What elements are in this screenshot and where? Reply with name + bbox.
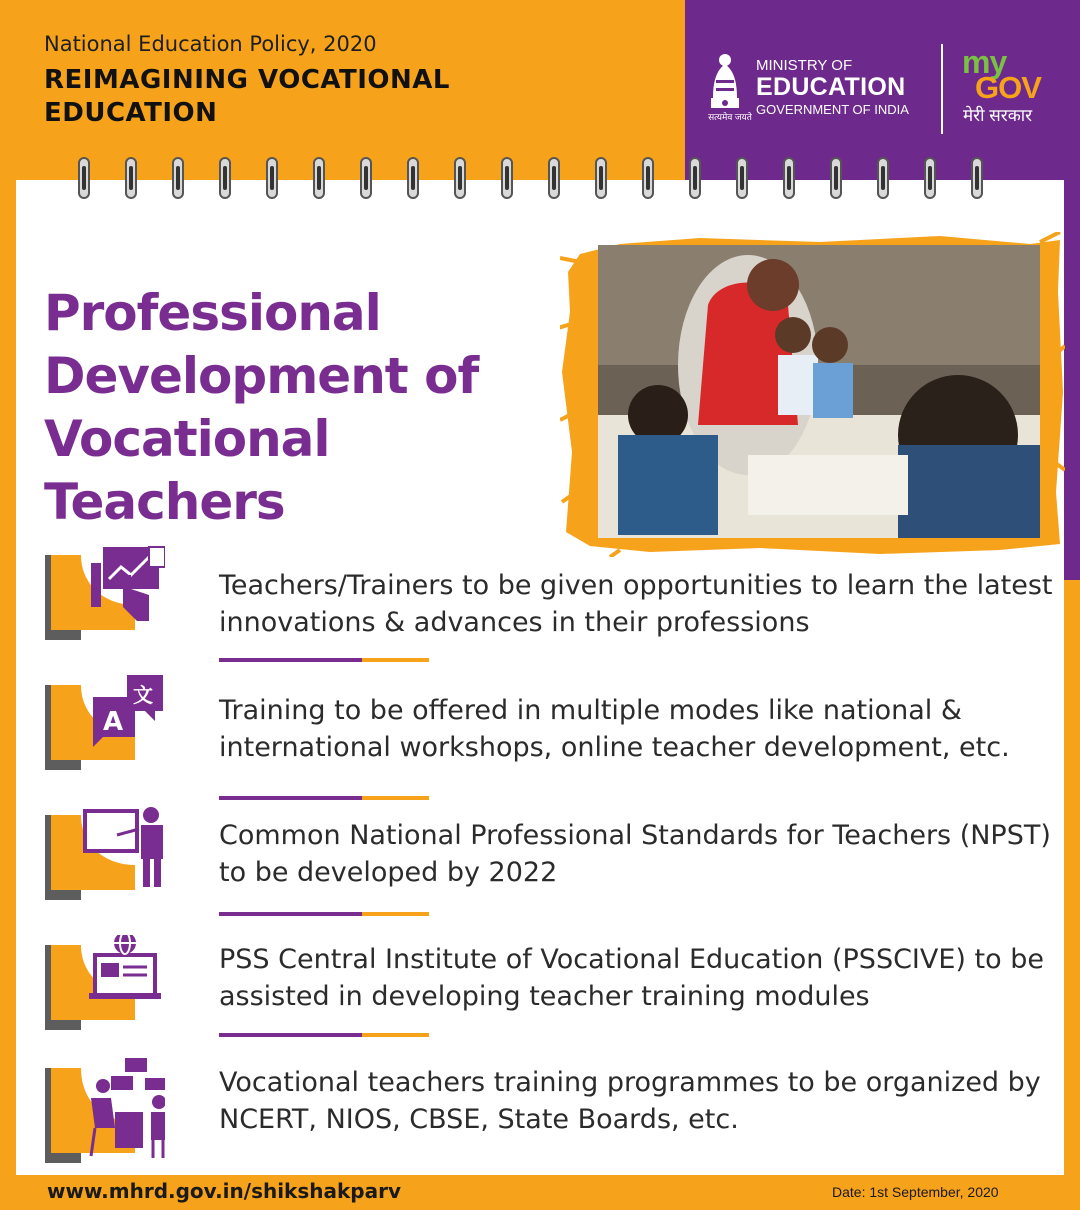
mygov-logo-my: my [962, 44, 1007, 80]
binding-ring [690, 158, 700, 198]
ministry-label-line2: EDUCATION [756, 73, 906, 101]
item-divider [219, 658, 429, 662]
date-label: Date: 1st September, 2020 [832, 1184, 999, 1200]
binding-ring [643, 158, 653, 198]
binding-ring [173, 158, 183, 198]
binding-ring [79, 158, 89, 198]
translation-icon [45, 675, 165, 770]
classroom-photo [598, 245, 1040, 538]
binding-ring [126, 158, 136, 198]
binding-ring [361, 158, 371, 198]
mygov-logo-hindi: मेरी सरकार [963, 106, 1033, 125]
item-divider [219, 796, 429, 800]
binding-ring [878, 158, 888, 198]
online-learning-icon [45, 935, 165, 1030]
hand-touchscreen-icon [45, 545, 165, 640]
page-heading: REIMAGINING VOCATIONAL EDUCATION [44, 65, 450, 128]
spiral-binding-rings [0, 152, 1080, 202]
item-text: Vocational teachers training programmes to be organized by NCERT, NIOS, CBSE, State Boards, etc. [219, 1067, 1041, 1135]
binding-ring [925, 158, 935, 198]
svg-text:文: 文 [133, 683, 153, 707]
policy-subtitle: National Education Policy, 2020 [44, 32, 377, 56]
binding-ring [737, 158, 747, 198]
binding-ring [831, 158, 841, 198]
binding-ring [314, 158, 324, 198]
website-link[interactable]: www.mhrd.gov.in/shikshakparv [47, 1179, 402, 1203]
presentation-icon [45, 805, 165, 900]
binding-ring [596, 158, 606, 198]
binding-ring [455, 158, 465, 198]
binding-ring [972, 158, 982, 198]
binding-ring [549, 158, 559, 198]
main-title: Professional Development of Vocational Teachers [44, 284, 479, 531]
svg-text:A: A [103, 707, 124, 737]
item-text: Training to be offered in multiple modes like national & international workshops, online teacher development, etc. [219, 695, 1010, 763]
item-divider [219, 1033, 429, 1037]
item-text: PSS Central Institute of Vocational Education (PSSCIVE) to be assisted in developing teacher training modules [219, 944, 1044, 1012]
item-text: Common National Professional Standards for Teachers (NPST) to be developed by 2022 [219, 820, 1051, 888]
ministry-label-line3: GOVERNMENT OF INDIA [756, 102, 909, 117]
discussion-icon [45, 1058, 165, 1163]
binding-ring [408, 158, 418, 198]
binding-ring [220, 158, 230, 198]
ministry-label-line1: MINISTRY OF [756, 57, 853, 74]
emblem-caption: सत्यमेव जयते [708, 112, 752, 122]
logo-divider [941, 44, 943, 134]
binding-ring [784, 158, 794, 198]
binding-ring [502, 158, 512, 198]
mygov-logo-gov: GOV [975, 70, 1041, 105]
item-text: Teachers/Trainers to be given opportunities to learn the latest innovations & advances in their professions [219, 570, 1053, 638]
binding-ring [267, 158, 277, 198]
item-divider [219, 912, 429, 916]
